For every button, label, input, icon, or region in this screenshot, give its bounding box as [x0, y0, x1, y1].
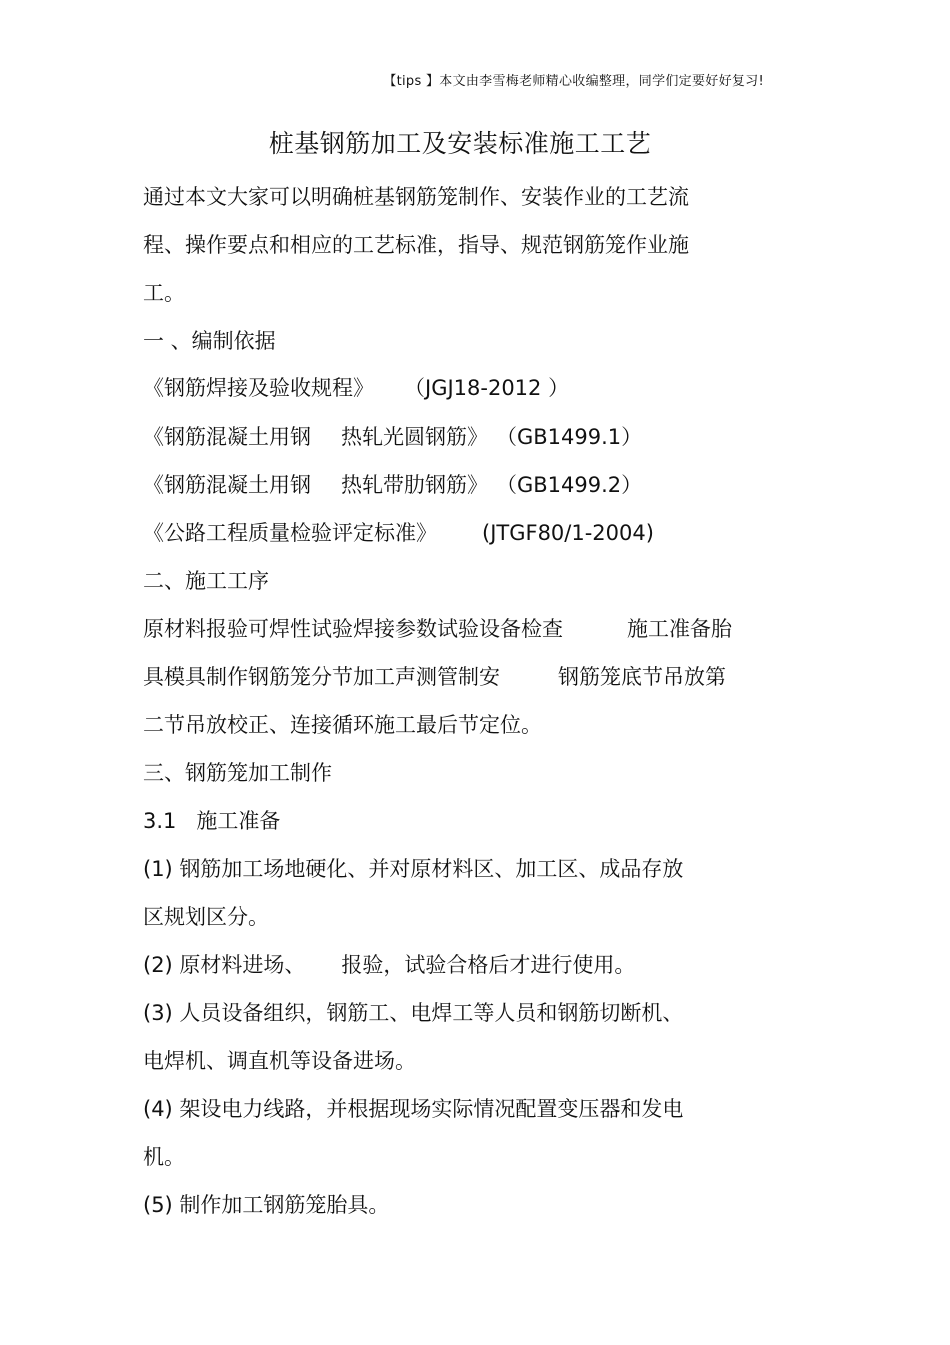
- section-1-heading: 一 、编制依据: [143, 329, 276, 353]
- item-5: (5) 制作加工钢筋笼胎具。: [143, 1193, 390, 1217]
- item-4-line-1: (4) 架设电力线路，并根据现场实际情况配置变压器和发电: [143, 1097, 684, 1121]
- process-line-2: [143, 663, 726, 691]
- item-3-line-2: 电焊机、调直机等设备进场。: [143, 1049, 416, 1073]
- subsection-number: 3.1: [143, 809, 177, 833]
- intro-line-2: 程、操作要点和相应的工艺标准，指导、规范钢筋笼作业施: [143, 233, 689, 257]
- reference-name-part-b: 热轧带肋钢筋》: [341, 473, 488, 497]
- item-3-line-1: (3) 人员设备组织，钢筋工、电焊工等人员和钢筋切断机、: [143, 1001, 684, 1025]
- reference-code: （JGJ18-2012 ）: [404, 376, 570, 400]
- reference-3: [143, 471, 642, 499]
- process-text-a: 原材料报验可焊性试验焊接参数试验设备检查: [143, 617, 563, 641]
- item-1-line-1: (1) 钢筋加工场地硬化、并对原材料区、加工区、成品存放: [143, 857, 684, 881]
- subsection-title: 施工准备: [196, 809, 281, 833]
- reference-name: 《钢筋焊接及验收规程》: [143, 376, 374, 400]
- process-text-b: 钢筋笼底节吊放第: [558, 665, 726, 689]
- reference-name-part-a: 《钢筋混凝土用钢: [143, 473, 311, 497]
- section-3-heading: 三、钢筋笼加工制作: [143, 761, 332, 785]
- tips-note: 【tips 】本文由李雪梅老师精心收编整理，同学们定要好好复习!: [383, 74, 764, 89]
- section-2-heading: 二、施工工序: [143, 569, 269, 593]
- item-2-text-b: 报验，试验合格后才进行使用。: [341, 953, 636, 977]
- item-1-line-2: 区规划区分。: [143, 905, 269, 929]
- reference-2: [143, 423, 642, 451]
- subsection-3-1-heading: [143, 807, 280, 835]
- reference-name: 《公路工程质量检验评定标准》: [143, 521, 437, 545]
- item-2: [143, 951, 635, 979]
- reference-code: （GB1499.2）: [496, 473, 643, 497]
- reference-name-part-b: 热轧光圆钢筋》: [341, 425, 488, 449]
- process-line-1: [143, 615, 732, 643]
- intro-line-3: 工。: [143, 281, 185, 305]
- intro-line-1: 通过本文大家可以明确桩基钢筋笼制作、安装作业的工艺流: [143, 185, 689, 209]
- reference-code: （GB1499.1）: [496, 425, 643, 449]
- item-4-line-2: 机。: [143, 1145, 185, 1169]
- process-text-a: 具模具制作钢筋笼分节加工声测管制安: [143, 665, 500, 689]
- process-text-b: 施工准备胎: [627, 617, 732, 641]
- document-title: 桩基钢筋加工及安装标准施工工艺: [268, 129, 652, 158]
- reference-4: [143, 519, 654, 547]
- reference-code: (JTGF80/1-2004): [482, 521, 654, 545]
- process-line-3: 二节吊放校正、连接循环施工最后节定位。: [143, 713, 542, 737]
- reference-name-part-a: 《钢筋混凝土用钢: [143, 425, 311, 449]
- reference-1: [143, 374, 569, 402]
- item-2-text-a: (2) 原材料进场、: [143, 953, 306, 977]
